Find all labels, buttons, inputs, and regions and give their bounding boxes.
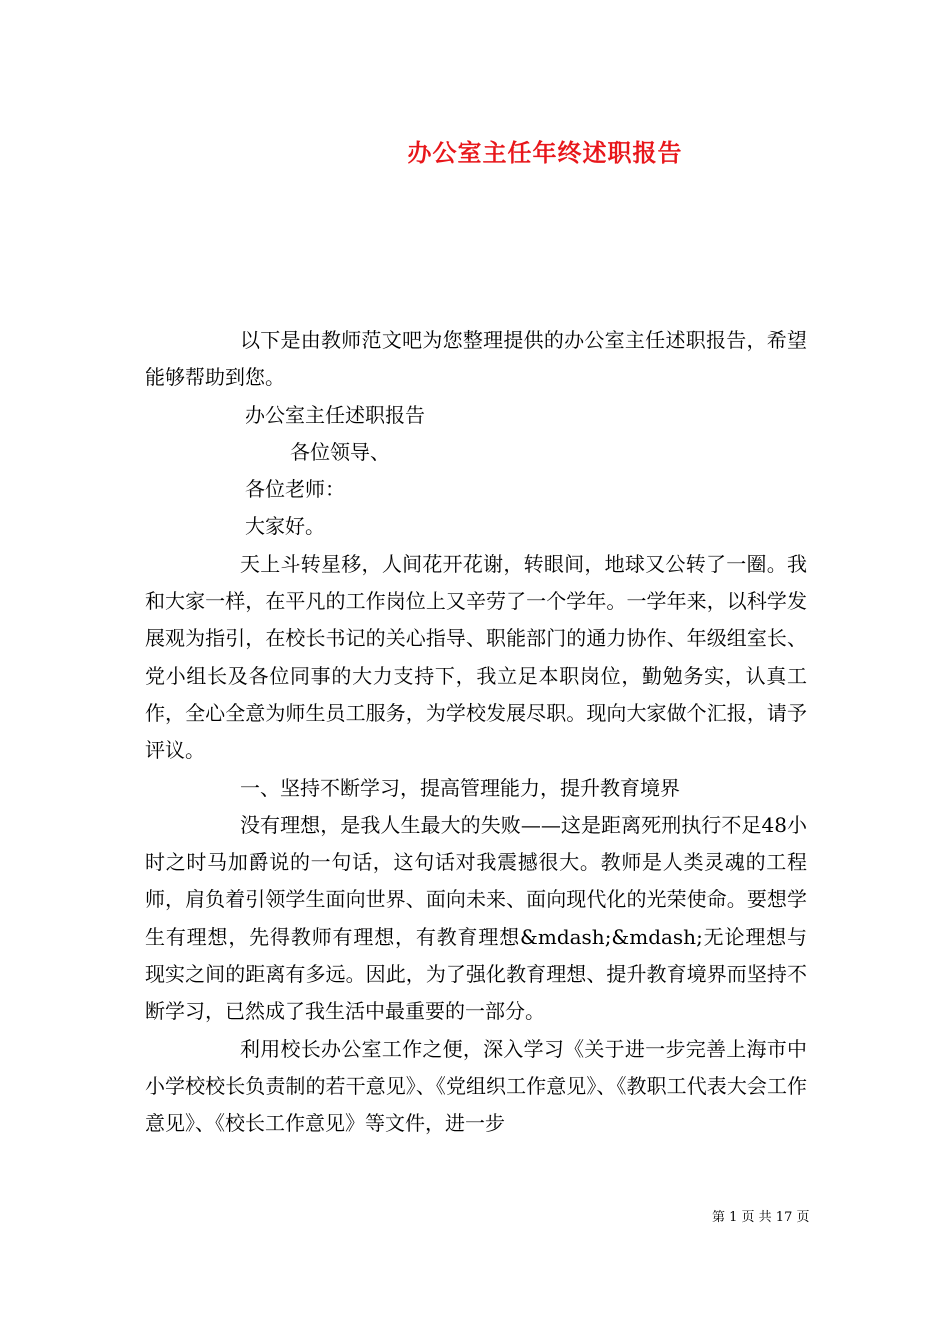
paragraph-review: 天上斗转星移，人间花开花谢，转眼间，地球又公转了一圈。我和大家一样，在平凡的工作岗位上又辛劳了一个学年。一学年来，以科学发展观为指引，在校长书记的关心指导、职能部门的通力协作、年级组室长、党小组长及各位同事的大力支持下，我立足本职岗位，勤勉务实，认真工作，全心全意为师生员工服务，为学校发展尽职。现向大家做个汇报，请予评议。	[145, 551, 807, 763]
greeting: 大家好。	[245, 514, 325, 539]
intro-paragraph: 以下是由教师范文吧为您整理提供的办公室主任述职报告，希望能够帮助到您。	[145, 328, 807, 390]
page-title: 办公室主任年终述职报告	[407, 138, 683, 167]
document-body	[145, 322, 807, 1143]
salutation-teachers: 各位老师：	[245, 477, 345, 502]
paragraph-study: 利用校长办公室工作之便，深入学习《关于进一步完善上海市中小学校校长负责制的若干意见》、《党组织工作意见》、《教职工代表大会工作意见》、《校长工作意见》等文件，进一步	[145, 1036, 807, 1136]
section-heading-1: 一、坚持不断学习，提高管理能力，提升教育境界	[240, 775, 680, 800]
report-subtitle: 办公室主任述职报告	[245, 402, 425, 427]
salutation-leaders: 各位领导、	[290, 439, 390, 464]
paragraph-ideal: 没有理想，是我人生最大的失败——这是距离死刑执行不足48小时之时马加爵说的一句话，这句话对我震撼很大。教师是人类灵魂的工程师，肩负着引领学生面向世界、面向未来、面向现代化的光荣使命。要想学生有理想，先得教师有理想，有教育理想&mdash;&mdash;无论理想与现实之间的距离有多远。因此，为了强化教育理想、提升教育境界而坚持不断学习，已然成了我生活中最重要的一部分。	[145, 812, 807, 1024]
page-number-footer: 第 1 页 共 17 页	[712, 1210, 810, 1225]
